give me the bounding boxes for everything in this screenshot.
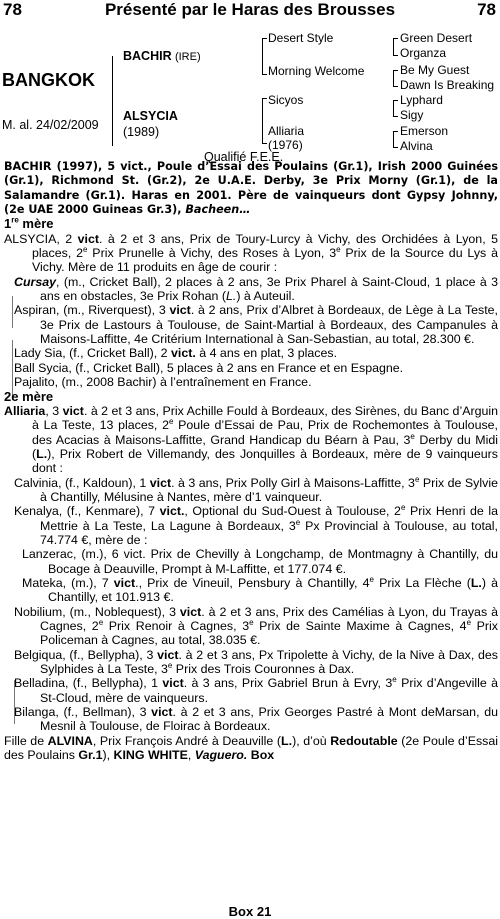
- box-label: Box: [250, 748, 275, 763]
- entry-cursay: [4, 275, 498, 304]
- sup-e: e: [392, 675, 397, 685]
- sire-bracket: [262, 38, 267, 75]
- entry-text: . à 2 et 3 ans, Prix de Toury-Lurcy à Vichy, des Orchidées à Lyon, 5 places, 2: [32, 231, 498, 261]
- entry-text: Belgiqua, (f., Bellypha), 3: [14, 647, 158, 662]
- entry-text: , 3: [45, 403, 63, 418]
- granddam-2-year: (1976): [268, 138, 303, 152]
- entry-text: Bilanga, (f., Bellman), 3: [14, 705, 152, 720]
- entry-text: ), Prix Robert de Villemandy, des Jonquilles à Bordeaux, mère de 9 vainqueurs dont :: [32, 446, 498, 476]
- sup-e: e: [295, 517, 301, 527]
- entry-text: Prix de la Source du Lys à Vichy. Mère de 11 produits en âge de courir :: [32, 246, 498, 275]
- sire-origin: (IRE): [174, 51, 201, 63]
- group-label: Gr.1: [78, 748, 103, 763]
- entry-text: Prix de Sainte Maxime à Cagnes, 4: [253, 619, 467, 633]
- entry-text: Aspiran, (m., Riverquest), 3: [14, 303, 170, 318]
- sup-e: e: [414, 474, 420, 484]
- entry-text: . à 2 ans, Prix d’Albret à Bordeaux, de Lège à La Teste, 3e Prix de Lastours à Toulouse, de Saint-Martial à Bordeaux, des Campanules à Maisons-Laffitte, 4e Critérium International à San-Sebastian, au total, 28.300 €.: [40, 303, 498, 347]
- sire-summary: [4, 160, 498, 217]
- horse-name-vaguero: Vaguero.: [194, 748, 248, 763]
- page-title: Présenté par le Haras des Brousses: [104, 0, 396, 19]
- great-grandparent: Be My Guest: [400, 63, 470, 77]
- qualification: Qualifié F.E.E.: [204, 150, 284, 164]
- sire-name-text: BACHIR: [123, 49, 172, 63]
- entry-text: Prix Renoir à Cagnes, 3: [103, 619, 250, 633]
- sup-e: e: [369, 574, 374, 584]
- entry-text: ,: [187, 748, 195, 763]
- entry-pajalito: Pajalito, (m., 2008 Bachir) à l’entraînement en France.: [14, 375, 312, 390]
- entry-text: ), d’où: [292, 733, 331, 748]
- horse-name-cursay: Cursay: [14, 274, 57, 289]
- entry-text: Kenalya, (f., Kenmare), 7: [14, 504, 160, 519]
- entry-text: ., Prix de Vineuil, Pensbury à Chantilly, 4: [135, 575, 370, 590]
- entry-aspiran: [4, 303, 498, 346]
- vict-label: vict.: [159, 504, 185, 519]
- entry-text: . à 3 ans, Prix Gabriel Brun à Evry, 3: [183, 676, 393, 691]
- second-dam-heading: 2e mère: [4, 388, 54, 404]
- entry-text: . à 2 et 3 ans, Prix Georges Pastré à Mont deMarsan, du Mesnil à Toulouse, de Floirac à Bordeaux.: [40, 705, 498, 734]
- grandsire-2: Sicyos: [268, 93, 304, 107]
- entry-text: Prix de Sylvie à Chantilly, Mélusine à Nantes, mère d’1 vainqueur.: [40, 475, 498, 504]
- entry-text: Nobilium, (m., Noblequest), 3: [14, 604, 180, 619]
- entry-text: Prix Prunelle à Vichy, des Roses à Lyon, 3: [87, 246, 337, 261]
- sup-e: e: [98, 617, 104, 627]
- entry-belladina: [4, 676, 498, 705]
- listed-label: L.: [36, 446, 48, 461]
- entry-bilanga: [4, 705, 498, 734]
- entry-lanzerac: Lanzerac, (m.), 6 vict. Prix de Chevilly à Longchamp, de Montmagny à Chantilly, du Bocage à Deauville, Prompt à M-Laffitte, et 177.074 €.: [22, 547, 498, 576]
- sup-e: e: [168, 417, 174, 427]
- great-grandparent: Dawn Is Breaking: [400, 78, 495, 92]
- sup-e: e: [336, 244, 341, 254]
- vict-label: vict: [151, 705, 173, 720]
- entry-calvinia: [4, 476, 498, 505]
- dam-bracket: [262, 98, 267, 144]
- entry-belgiqua: [4, 648, 498, 677]
- sire-name: [123, 50, 201, 64]
- listed-label: L.: [470, 575, 482, 590]
- entry-text: Prix des Trois Couronnes à Dax.: [172, 662, 355, 677]
- entry-text: , Optional du Sud-Ouest à Toulouse, 2: [184, 504, 401, 519]
- dam-name: ALSYCIA: [123, 109, 178, 123]
- entry-text: Prix Policeman à Cagnes, au total, 38.035 €.: [40, 619, 498, 648]
- entry-text: Poule d’Essai de Pau, Prix de Rochemontes à Toulouse, des Acacias à Maisons-Laffitte, Grand Handicap du Béarn à Pau, 3: [32, 418, 498, 447]
- ggs-bracket-2: [393, 70, 398, 87]
- first-dam-heading: [4, 217, 498, 231]
- grandsire-1: Desert Style: [268, 31, 334, 45]
- sup-e: e: [83, 244, 88, 254]
- vict-label: vict: [179, 604, 202, 619]
- entry-nobilium: [4, 605, 498, 648]
- entry-lady-sia: [4, 346, 498, 360]
- sup-e: e: [167, 660, 173, 670]
- entry-text: Derby du Midi (: [32, 432, 498, 461]
- horse-name-alvina: ALVINA: [47, 733, 93, 748]
- entry-text: . à 2 et 3 ans, Prix Achille Fould à Bordeaux, des Sirènes, du Banc d’Arguin à La Teste, 13 places, 2: [32, 403, 499, 433]
- dam-year: (1989): [123, 125, 160, 139]
- great-grandparent: Green Desert: [400, 31, 473, 45]
- entry-text: Prix d’Angeville à St-Cloud, mère de vainqueurs.: [40, 676, 498, 705]
- vict-label: vict: [162, 676, 184, 691]
- entry-text: , (m., Cricket Ball), 2 places à 2 ans, 3e Prix Pharel à Saint-Cloud, 1 place à 3 ans en obstacles, 3e Prix Rohan (: [40, 274, 498, 304]
- pedigree-bracket-main: [112, 56, 113, 146]
- sup-e: e: [400, 503, 406, 513]
- vict-label: vict: [149, 475, 172, 490]
- sup-e: e: [466, 617, 472, 627]
- entry-text: . à 3 ans, Prix Polly Girl à Maisons-Laffitte, 3: [171, 475, 415, 490]
- page-number-left: 78: [3, 0, 22, 19]
- catalogue-text: [4, 160, 498, 762]
- entry-text: . à 2 et 3 ans, Px Tripolette à Vichy, de la Nive à Dax, des Sylphides à La Teste, 3: [40, 647, 499, 677]
- heading-part: 1: [4, 216, 12, 232]
- entry-fille-alvina: [4, 734, 498, 763]
- entry-text: Px Provincial à Toulouse, au total, 74.774 €, mère de :: [40, 518, 498, 547]
- vict-label: vict: [113, 575, 136, 590]
- vict-label: vict.: [171, 346, 196, 361]
- horse-name-alliaria: Alliaria: [4, 403, 46, 418]
- horse-name-king-white: KING WHITE: [113, 748, 188, 763]
- entry-text: ALSYCIA, 2: [4, 231, 78, 246]
- granddam-1: Morning Welcome: [268, 64, 365, 78]
- birth-info: M. al. 24/02/2009: [2, 118, 99, 132]
- listed-label: L.: [281, 733, 293, 748]
- entry-text: ) à Chantilly, et 101.913 €.: [48, 575, 498, 605]
- entry-text: Prix La Flèche (: [373, 575, 471, 590]
- sup-e: e: [410, 431, 415, 441]
- heading-part: mère: [18, 216, 54, 232]
- great-grandparent: Emerson: [400, 124, 449, 138]
- entry-text: ) à Auteuil.: [236, 289, 295, 304]
- horse-name-redoutable: Redoutable: [330, 733, 398, 748]
- entry-alliaria: [4, 404, 498, 476]
- vict-label: vict: [62, 403, 84, 418]
- entry-text: Lady Sia, (f., Cricket Ball), 2: [14, 346, 172, 361]
- entry-ball-sycia: Ball Sycia, (f., Cricket Ball), 5 places à 2 ans en France et en Espagne.: [14, 360, 404, 375]
- heading-sup: re: [11, 216, 19, 226]
- ggs-bracket-3: [393, 100, 398, 117]
- entry-text: Prix Henri de la Mettrie à La Teste, La Lagune à Bordeaux, 3: [40, 504, 498, 533]
- great-grandparent: Organza: [400, 46, 447, 60]
- ggs-bracket-4: [393, 131, 398, 148]
- entry-kenalya: [4, 504, 498, 547]
- entry-text: ),: [102, 748, 114, 763]
- vict-label: vict: [77, 231, 99, 246]
- sire-summary-text: BACHIR (1997), 5 vict., Poule d’Essai des Poulains (Gr.1), Irish 2000 Guinées (Gr.1), Richmond St. (Gr.2), 2e U.A.E. Derby, 3e Prix Morny (Gr.1), de la Salamandre (Gr.1). Haras en 2001. Père de vainqueurs dont Gypsy Johnny, (2e UAE 2000 Guineas Gr.3),: [4, 160, 498, 217]
- entry-text: Mateka, (m.), 7: [22, 575, 114, 590]
- horse-name: BANGKOK: [2, 70, 95, 90]
- entry-text: Belladina, (f., Bellypha), 1: [14, 676, 163, 691]
- vict-label: vict: [169, 303, 191, 318]
- sup-e: e: [249, 617, 254, 627]
- entry-alsycia: [4, 232, 498, 275]
- sire-summary-last: Bacheen…: [185, 203, 251, 217]
- entry-text: (2e Poule d’Essai des Poulains: [4, 733, 498, 763]
- entry-text: Calvinia, (f., Kaldoun), 1: [14, 475, 150, 490]
- granddam-2: Alliaria: [268, 124, 305, 138]
- great-grandparent: Sigy: [400, 108, 424, 122]
- page-footer: Box 21: [228, 904, 272, 919]
- page-number-right: 78: [477, 0, 496, 19]
- entry-text: , Prix François André à Deauville (: [92, 733, 282, 748]
- entry-text: à 4 ans en plat, 3 places.: [195, 346, 338, 361]
- great-grandparent: Alvina: [400, 139, 433, 153]
- ggs-bracket-1: [393, 38, 398, 56]
- entry-mateka: [4, 576, 498, 605]
- entry-text: Fille de: [4, 733, 48, 748]
- listed-label: L.: [225, 289, 237, 304]
- vict-label: vict: [157, 647, 179, 662]
- entry-text: . à 2 et 3 ans, Prix des Camélias à Lyon, du Trayas à Cagnes, 2: [40, 604, 498, 633]
- great-grandparent: Lyphard: [400, 93, 443, 107]
